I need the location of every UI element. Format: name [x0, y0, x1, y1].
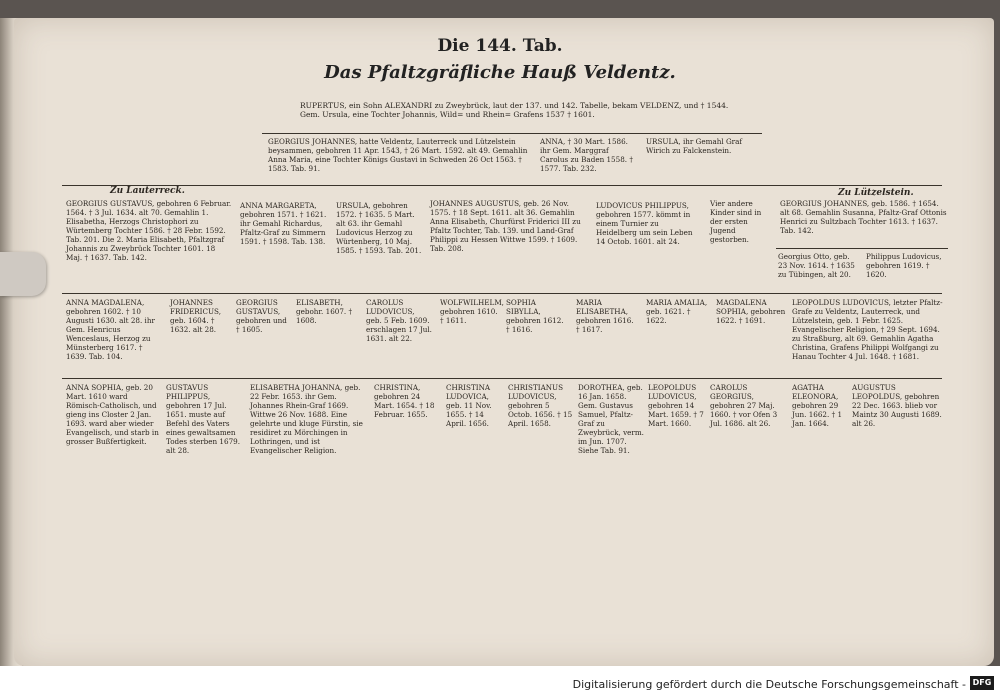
gen4-entry: DOROTHEA, geb. 16 Jan. 1658. Gem. Gustavus Samuel, Pfaltz-Graf zu Zweybrück, verm. im Jun. 1707. Siehe Tab. 91. — [578, 383, 644, 455]
dfg-logo: DFG — [970, 676, 994, 690]
gen4-entry: AGATHA ELEONORA, gebohren 29 Jun. 1662. † 1 Jan. 1664. — [792, 383, 843, 428]
gen4-entry: LEOPOLDUS LUDOVICUS, gebohren 14 Mart. 1659. † 7 Mart. 1660. — [648, 383, 704, 428]
gen1-entry: URSULA, ihr Gemahl Graf Wirich zu Falckenstein. — [646, 137, 743, 155]
gen2b-line — [776, 248, 948, 249]
gen2b-entry: Philippus Ludovicus, gebohren 1619. † 1620. — [866, 252, 942, 279]
gen2b-entry: Georgius Otto, geb. 23 Nov. 1614. † 1635 zu Tübingen, alt 20. — [778, 252, 855, 279]
gen2-entry: ANNA MARGARETA, gebohren 1571. † 1621. ihr Gemahl Richardus, Pfaltz-Graf zu Simmern 1591. † 1598. Tab. 138. — [240, 201, 327, 246]
gen2-entry: GEORGIUS GUSTAVUS, gebohren 6 Februar. 1564. † 3 Jul. 1634. alt 70. Gemahlin 1. Elisabetha, Herzogs Christophori zu Würtemberg Tochter 1586. † 28 Febr. 1592. Tab. 201. Die 2. Maria Elisabeth, Pfaltzgraf Johannis zu Zweybrück Tochter 1601. 18 Maj. † 1637. Tab. 142. — [66, 199, 232, 262]
gen2-line — [62, 185, 942, 186]
branch-heading: Zu Lauterreck. — [110, 186, 185, 196]
gen4-entry: GUSTAVUS PHILIPPUS, gebohren 17 Jul. 1651. muste auf Befehl des Vaters eines gewaltsamen Todes sterben 1679. alt 28. — [166, 383, 241, 455]
gen3-entry: ANNA MAGDALENA, gebohren 1602. † 10 Augusti 1630. alt 28. ihr Gem. Henricus Wenceslaus, Herzog zu Münsterberg 1617. † 1639. Tab. 104. — [66, 298, 155, 361]
page-title: Die 144. Tab. — [437, 36, 563, 56]
branch-heading: Zu Lützelstein. — [838, 188, 914, 198]
gen4-entry: CHRISTIANUS LUDOVICUS, gebohren 5 Octob. 1656. † 15 April. 1658. — [508, 383, 573, 428]
page-subtitle: Das Pfaltzgräfliche Hauß Veldentz. — [324, 62, 676, 83]
gen4-entry: AUGUSTUS LEOPOLDUS, gebohren 22 Dec. 1663. blieb vor Maintz 30 Augusti 1689. alt 26. — [852, 383, 942, 428]
gen3-entry: ELISABETH, gebohr. 1607. † 1608. — [296, 298, 353, 325]
gen3-entry: CAROLUS LUDOVICUS, geb. 5 Feb. 1609. erschlagen 17 Jul. 1631. alt 22. — [366, 298, 432, 343]
gen1-entry: GEORGIUS JOHANNES, hatte Veldentz, Lauterreck und Lützelstein beysammen, gebohren 11 Apr. 1543, † 26 Mart. 1592. alt 49. Gemahlin Anna Maria, eine Tochter Königs Gustavi in Schweden 26 Oct 1563. † 1583. Tab. 91. — [268, 137, 528, 173]
gen4-entry: CHRISTINA, gebohren 24 Mart. 1654. † 18 Februar. 1655. — [374, 383, 435, 419]
root-entry: RUPERTUS, ein Sohn ALEXANDRI zu Zweybrück, laut der 137. und 142. Tabelle, bekam VELDENZ, und † 1544. Gem. Ursula, eine Tochter Johannis, Wild= und Rhein= Grafens 1537 † 1601. — [300, 101, 729, 119]
gen3-entry: MARIA AMALIA, geb. 1621. † 1622. — [646, 298, 708, 325]
gen3-entry: MAGDALENA SOPHIA, gebohren 1622. † 1691. — [716, 298, 786, 325]
gen2-entry: Vier andere Kinder sind in der ersten Jugend gestorben. — [710, 199, 762, 244]
gen2-entry: JOHANNES AUGUSTUS, geb. 26 Nov. 1575. † 18 Sept. 1611. alt 36. Gemahlin Anna Elisabeth, Churfürst Friderici III zu Pfaltz Tochter, Tab. 139. und Land-Graf Philippi zu Hessen Wittwe 1599. † 1609. Tab. 208. — [430, 199, 581, 253]
gen3-entry: JOHANNES FRIDERICUS, geb. 1604. † 1632. alt 28. — [170, 298, 222, 334]
gen3-entry: MARIA ELISABETHA, gebohren 1616. † 1617. — [576, 298, 634, 334]
gen3-line — [62, 293, 942, 294]
gen3-entry: WOLFWILHELM, gebohren 1610. † 1611. — [440, 298, 504, 325]
footer-credit: Digitalisierung gefördert durch die Deutsche Forschungsgemeinschaft - — [572, 678, 966, 691]
gen2-entry: GEORGIUS JOHANNES, geb. 1586. † 1654. alt 68. Gemahlin Susanna, Pfaltz-Graf Ottonis Henrici zu Sultzbach Tochter 1613. † 1637. Tab. 142. — [780, 199, 947, 235]
gen1-line — [262, 133, 762, 134]
gen4-entry: CAROLUS GEORGIUS, gebohren 27 Maj. 1660. † vor Ofen 3 Jul. 1686. alt 26. — [710, 383, 778, 428]
gen4-entry: ANNA SOPHIA, geb. 20 Mart. 1610 ward Römisch-Catholisch, und gieng ins Closter 2 Jan. 1693. ward aber wieder Evangelisch, und starb in grosser Bußfertigkeit. — [66, 383, 159, 446]
page-tab — [0, 252, 46, 296]
gen3-entry: LEOPOLDUS LUDOVICUS, letzter Pfaltz-Grafe zu Veldentz, Lauterreck, und Lützelstein, geb. 1 Febr. 1625. Evangelischer Religion, † 29 Sept. 1694. zu Straßburg, alt 69. Gemahlin Agatha Christina, Grafens Philippi Wolfgangi zu Hanau Tochter 4 Jul. 1648. † 1681. — [792, 298, 943, 361]
gen4-entry: ELISABETHA JOHANNA, geb. 22 Febr. 1653. ihr Gem. Johannes Rhein-Graf 1669. Wittwe 26 Nov. 1688. Eine gelehrte und kluge Fürstin, sie residiret zu Mörchingen in Lothringen, und ist Evangelischer Religion. — [250, 383, 363, 455]
gen3-entry: GEORGIUS GUSTAVUS, gebohren und † 1605. — [236, 298, 287, 334]
gen1-entry: ANNA, † 30 Mart. 1586. ihr Gem. Marggraf Carolus zu Baden 1558. † 1577. Tab. 232. — [540, 137, 633, 173]
gen4-line — [62, 378, 942, 379]
gen2-entry: LUDOVICUS PHILIPPUS, gebohren 1577. kömmt in einem Turnier zu Heidelberg um sein Leben 14 Octob. 1601. alt 24. — [596, 201, 693, 246]
gen2-entry: URSULA, gebohren 1572. † 1635. 5 Mart. alt 63. ihr Gemahl Ludovicus Herzog zu Würtenberg, 10 Maj. 1585. † 1593. Tab. 201. — [336, 201, 422, 255]
gen4-entry: CHRISTINA LUDOVICA, geb. 11 Nov. 1655. † 14 April. 1656. — [446, 383, 492, 428]
gen3-entry: SOPHIA SIBYLLA, gebohren 1612. † 1616. — [506, 298, 564, 334]
